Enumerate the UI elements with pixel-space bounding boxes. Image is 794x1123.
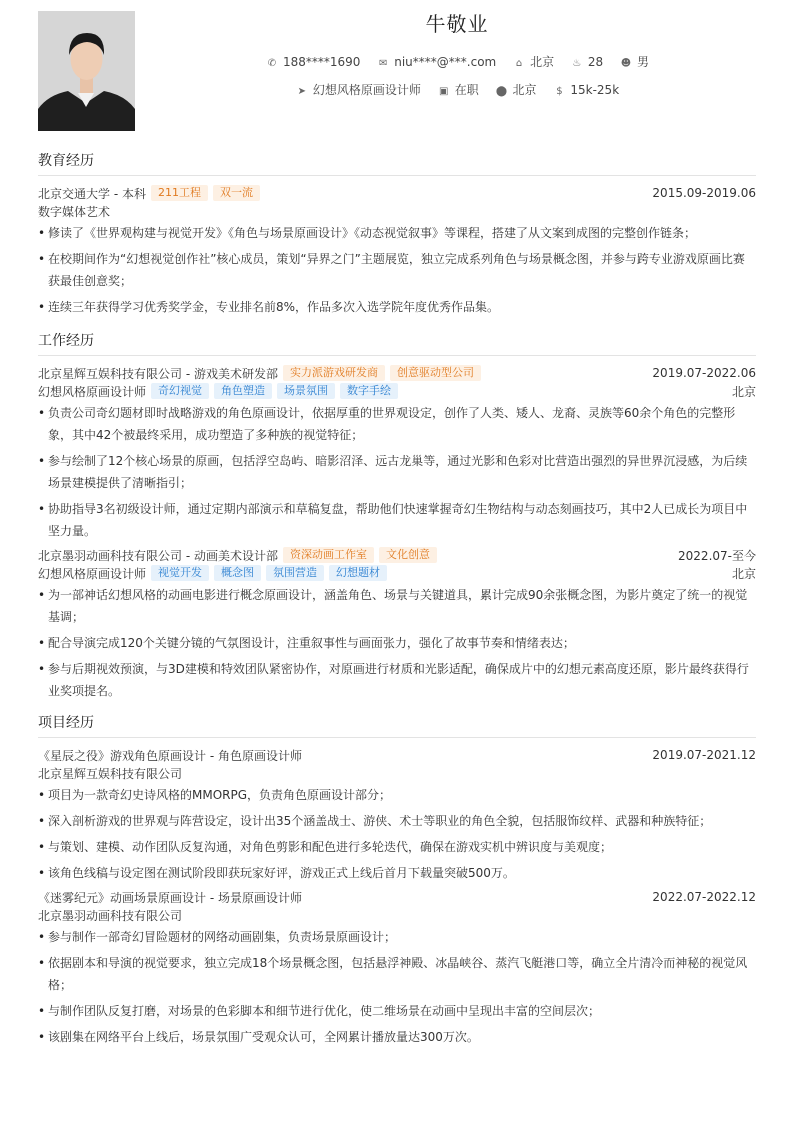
- school-name: 北京交通大学 - 本科: [38, 186, 146, 201]
- project-bullets: [38, 784, 756, 884]
- job-header: [38, 546, 756, 564]
- briefcase-icon: ▣: [438, 86, 449, 97]
- skill-tag: 氛围营造: [266, 565, 324, 581]
- gender-icon: ☻: [620, 58, 632, 69]
- list-item: • 参与制作一部奇幻冒险题材的网络动画剧集，负责场景原画设计；: [38, 926, 756, 948]
- job-status: ▣ 在职: [437, 81, 479, 98]
- job-role: 幻想风格原画设计师: [38, 384, 147, 399]
- job-intention: ➤ 幻想风格原画设计师: [295, 81, 421, 98]
- education-section: [38, 150, 756, 322]
- project-company: 北京墨羽动画科技有限公司: [38, 908, 183, 923]
- skill-tag: 数字手绘: [340, 383, 398, 399]
- company-tag: 资深动画工作室: [283, 547, 374, 563]
- job-role-line: [38, 564, 756, 582]
- project-company: 北京星辉互娱科技有限公司: [38, 766, 183, 781]
- cake-icon: ♨: [572, 58, 582, 69]
- job-date: 2019.07-2022.06: [652, 366, 756, 380]
- salary-icon: $: [556, 86, 563, 97]
- project-date: 2022.07-2022.12: [652, 890, 756, 904]
- job-header: [38, 364, 756, 382]
- skill-tag: 奇幻视觉: [151, 383, 209, 399]
- list-item: • 修读了《世界观构建与视觉开发》《角色与场景原画设计》《动态视觉叙事》等课程，搭建了从文案到成图的完整创作链条；: [38, 222, 756, 244]
- send-icon: ➤: [297, 86, 307, 97]
- skill-tag: 幻想题材: [329, 565, 387, 581]
- project-section: [38, 712, 756, 1052]
- school-tag: 211工程: [151, 185, 208, 201]
- skill-tag: 视觉开发: [151, 565, 209, 581]
- skill-tag: 概念图: [214, 565, 261, 581]
- list-item: • 与制作团队反复打磨，对场景的色彩脚本和细节进行优化，使二维场景在动画中呈现出丰富的空间层次；: [38, 1000, 756, 1022]
- company-name: 北京墨羽动画科技有限公司 - 动画美术设计部: [38, 548, 278, 563]
- contact-row-primary: [150, 53, 764, 70]
- work-section: [38, 330, 756, 706]
- list-item: • 项目为一款奇幻史诗风格的MMORPG，负责角色原画设计部分；: [38, 784, 756, 806]
- project-header: [38, 746, 756, 764]
- list-item: • 在校期间作为“幻想视觉创作社”核心成员，策划“异界之门”主题展览，独立完成系列角色与场景概念图，并参与跨专业游戏原画比赛获最佳创意奖；: [38, 248, 756, 292]
- list-item: • 协助指导3名初级设计师，通过定期内部演示和草稿复盘，帮助他们快速掌握奇幻生物结构与动态刻画技巧，其中2人已成长为项目中坚力量。: [38, 498, 756, 542]
- contact-hometown: ⌂ 北京: [512, 53, 554, 70]
- contact-row-secondary: [150, 81, 764, 98]
- education-bullets: [38, 222, 756, 318]
- job-date: 2022.07-至今: [678, 548, 756, 563]
- section-title: 工作经历: [38, 330, 756, 356]
- project-bullets: [38, 926, 756, 1048]
- section-title: 项目经历: [38, 712, 756, 738]
- education-date: 2015.09-2019.06: [652, 186, 756, 200]
- job-city: 北京: [731, 384, 756, 399]
- company-tag: 文化创意: [379, 547, 437, 563]
- home-icon: ⌂: [515, 58, 523, 69]
- location-icon: ⬤: [495, 86, 508, 97]
- list-item: • 为一部神话幻想风格的动画电影进行概念原画设计，涵盖角色、场景与关键道具，累计完成90余张概念图，为影片奠定了统一的视觉基调；: [38, 584, 756, 628]
- phone-icon: ✆: [267, 58, 277, 69]
- job-bullets: [38, 402, 756, 542]
- list-item: • 深入剖析游戏的世界观与阵营设定，设计出35个涵盖战士、游侠、术士等职业的角色全貌，包括服饰纹样、武器和种族特征；: [38, 810, 756, 832]
- contact-age: ♨ 28: [570, 55, 603, 69]
- project-header: [38, 888, 756, 906]
- job-bullets: [38, 584, 756, 702]
- list-item: • 依据剧本和导演的视觉要求，独立完成18个场景概念图，包括悬浮神殿、冰晶峡谷、蒸汽飞艇港口等，确立全片清冷而神秘的视觉风格；: [38, 952, 756, 996]
- job-city: 北京: [731, 566, 756, 581]
- skill-tag: 场景氛围: [277, 383, 335, 399]
- list-item: • 与策划、建模、动作团队反复沟通，对角色剪影和配色进行多轮迭代，确保在游戏实机中辨识度与美观度；: [38, 836, 756, 858]
- skill-tag: 角色塑造: [214, 383, 272, 399]
- list-item: • 配合导演完成120个关键分镜的气氛图设计，注重叙事性与画面张力，强化了故事节奏和情绪表达；: [38, 632, 756, 654]
- candidate-name: 牛敬业: [425, 12, 489, 36]
- project-name: 《迷雾纪元》动画场景原画设计 - 场景原画设计师: [38, 890, 302, 905]
- expected-city: ⬤ 北京: [495, 83, 537, 97]
- contact-email: ✉ niu****@***.com: [376, 55, 496, 69]
- job-role-line: [38, 382, 756, 400]
- job-role: 幻想风格原画设计师: [38, 566, 147, 581]
- list-item: • 该剧集在网络平台上线后，场景氛围广受观众认可，全网累计播放量达300万次。: [38, 1026, 756, 1048]
- project-date: 2019.07-2021.12: [652, 748, 756, 762]
- company-tag: 创意驱动型公司: [390, 365, 481, 381]
- company-tag: 实力派游戏研发商: [283, 365, 385, 381]
- list-item: • 该角色线稿与设定图在测试阶段即获玩家好评，游戏正式上线后首月下载量突破500万。: [38, 862, 756, 884]
- company-name: 北京星辉互娱科技有限公司 - 游戏美术研发部: [38, 366, 278, 381]
- list-item: • 负责公司奇幻题材即时战略游戏的角色原画设计，依据厚重的世界观设定，创作了人类、矮人、龙裔、灵族等60余个角色的完整形象，其中42个被最终采用，成功塑造了多种族的视觉特征；: [38, 402, 756, 446]
- mail-icon: ✉: [379, 58, 388, 69]
- school-tag: 双一流: [213, 185, 260, 201]
- education-header: [38, 184, 756, 202]
- project-name: 《星辰之役》游戏角色原画设计 - 角色原画设计师: [38, 748, 302, 763]
- list-item: • 参与绘制了12个核心场景的原画，包括浮空岛屿、暗影沼泽、远古龙巢等，通过光影和色彩对比营造出强烈的异世界沉浸感，为后续场景建模提供了清晰指引；: [38, 450, 756, 494]
- list-item: • 连续三年获得学习优秀奖学金，专业排名前8%，作品多次入选学院年度优秀作品集。: [38, 296, 756, 318]
- contact-phone: ✆ 188****1690: [265, 55, 360, 69]
- contact-gender: ☻ 男: [620, 55, 650, 69]
- section-title: 教育经历: [38, 150, 756, 176]
- expected-salary: $ 15k-25k: [552, 83, 619, 97]
- list-item: • 参与后期视效预演，与3D建模和特效团队紧密协作，对原画进行材质和光影适配，确保成片中的幻想元素高度还原，影片最终获得行业奖项提名。: [38, 658, 756, 702]
- major: 数字媒体艺术: [38, 204, 111, 219]
